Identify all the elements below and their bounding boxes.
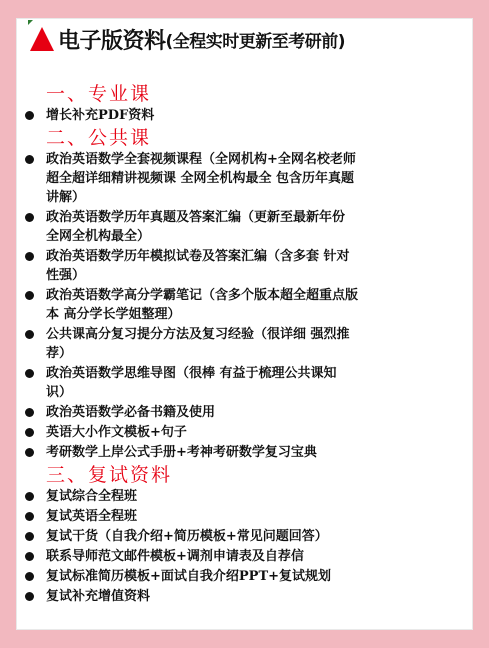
list-item-text: 复试干货（自我介绍+简历模板+常见问题回答）	[46, 529, 328, 544]
list-item-text: 复试补充增值资料	[46, 589, 151, 604]
list-item	[20, 527, 452, 546]
list-item-text: 政治英语数学历年真题及答案汇编（更新至最新年份 全网全机构最全）	[46, 210, 346, 244]
bullet-icon	[25, 291, 34, 300]
list-item	[20, 150, 452, 207]
list-item	[20, 403, 452, 422]
section-heading: 一、专业课	[46, 83, 152, 105]
list-item	[20, 208, 452, 246]
list-item-text: 复试标准简历模板+面试自我介绍PPT+复试规划	[46, 569, 332, 584]
bullet-icon	[25, 492, 34, 501]
list-item	[20, 507, 452, 526]
bullet-icon	[25, 448, 34, 457]
list-item-text: 考研数学上岸公式手册+考神考研数学复习宝典	[46, 445, 317, 460]
list-item	[20, 286, 452, 324]
title-subtitle: (全程实时更新至考研前)	[165, 31, 346, 52]
list-item	[20, 423, 452, 442]
bullet-icon	[25, 213, 34, 222]
material-list	[20, 82, 452, 607]
list-item-text: 英语大小作文模板+句子	[46, 425, 187, 440]
bullet-icon	[25, 111, 34, 120]
bullet-icon	[25, 592, 34, 601]
bullet-icon	[25, 532, 34, 541]
bullet-icon	[25, 428, 34, 437]
list-item-text: 政治英语数学思维导图（很棒 有益于梳理公共课知 识）	[46, 366, 337, 400]
list-item	[20, 587, 452, 606]
list-item-text: 复试综合全程班	[46, 489, 138, 504]
list-item-text: 增长补充PDF资料	[46, 108, 155, 123]
section-heading: 二、公共课	[46, 127, 152, 149]
list-item	[20, 443, 452, 462]
bullet-icon	[25, 252, 34, 261]
bullet-icon	[25, 552, 34, 561]
list-item-text: 政治英语数学必备书籍及使用	[46, 405, 216, 420]
list-item-text: 公共课高分复习提分方法及复习经验（很详细 强烈推 荐）	[46, 327, 350, 361]
bullet-icon	[25, 330, 34, 339]
bullet-icon	[25, 512, 34, 521]
bullet-icon	[25, 572, 34, 581]
list-item	[20, 106, 452, 125]
list-item	[20, 325, 452, 363]
list-item	[20, 567, 452, 586]
page-title	[30, 21, 345, 57]
list-item	[20, 487, 452, 506]
bullet-icon	[25, 408, 34, 417]
bullet-icon	[25, 369, 34, 378]
list-item-text: 联系导师范文邮件模板+调剂申请表及自荐信	[46, 549, 304, 564]
red-triangle-icon	[30, 27, 54, 51]
list-item	[20, 364, 452, 402]
title-main: 电子版资料	[58, 28, 166, 54]
list-item-text: 政治英语数学高分学霸笔记（含多个版本超全超重点版 本 高分学长学姐整理）	[46, 288, 359, 322]
bullet-icon	[25, 155, 34, 164]
section-heading: 三、复试资料	[46, 464, 173, 486]
list-item-text: 复试英语全程班	[46, 509, 138, 524]
list-item	[20, 247, 452, 285]
list-item-text: 政治英语数学历年模拟试卷及答案汇编（含多套 针对 性强）	[46, 249, 350, 283]
list-item-text: 政治英语数学全套视频课程（全网机构+全网名校老师 超全超详细精讲视频课 全网全机构最全 包含历年真题 讲解）	[46, 152, 356, 205]
list-item	[20, 547, 452, 566]
